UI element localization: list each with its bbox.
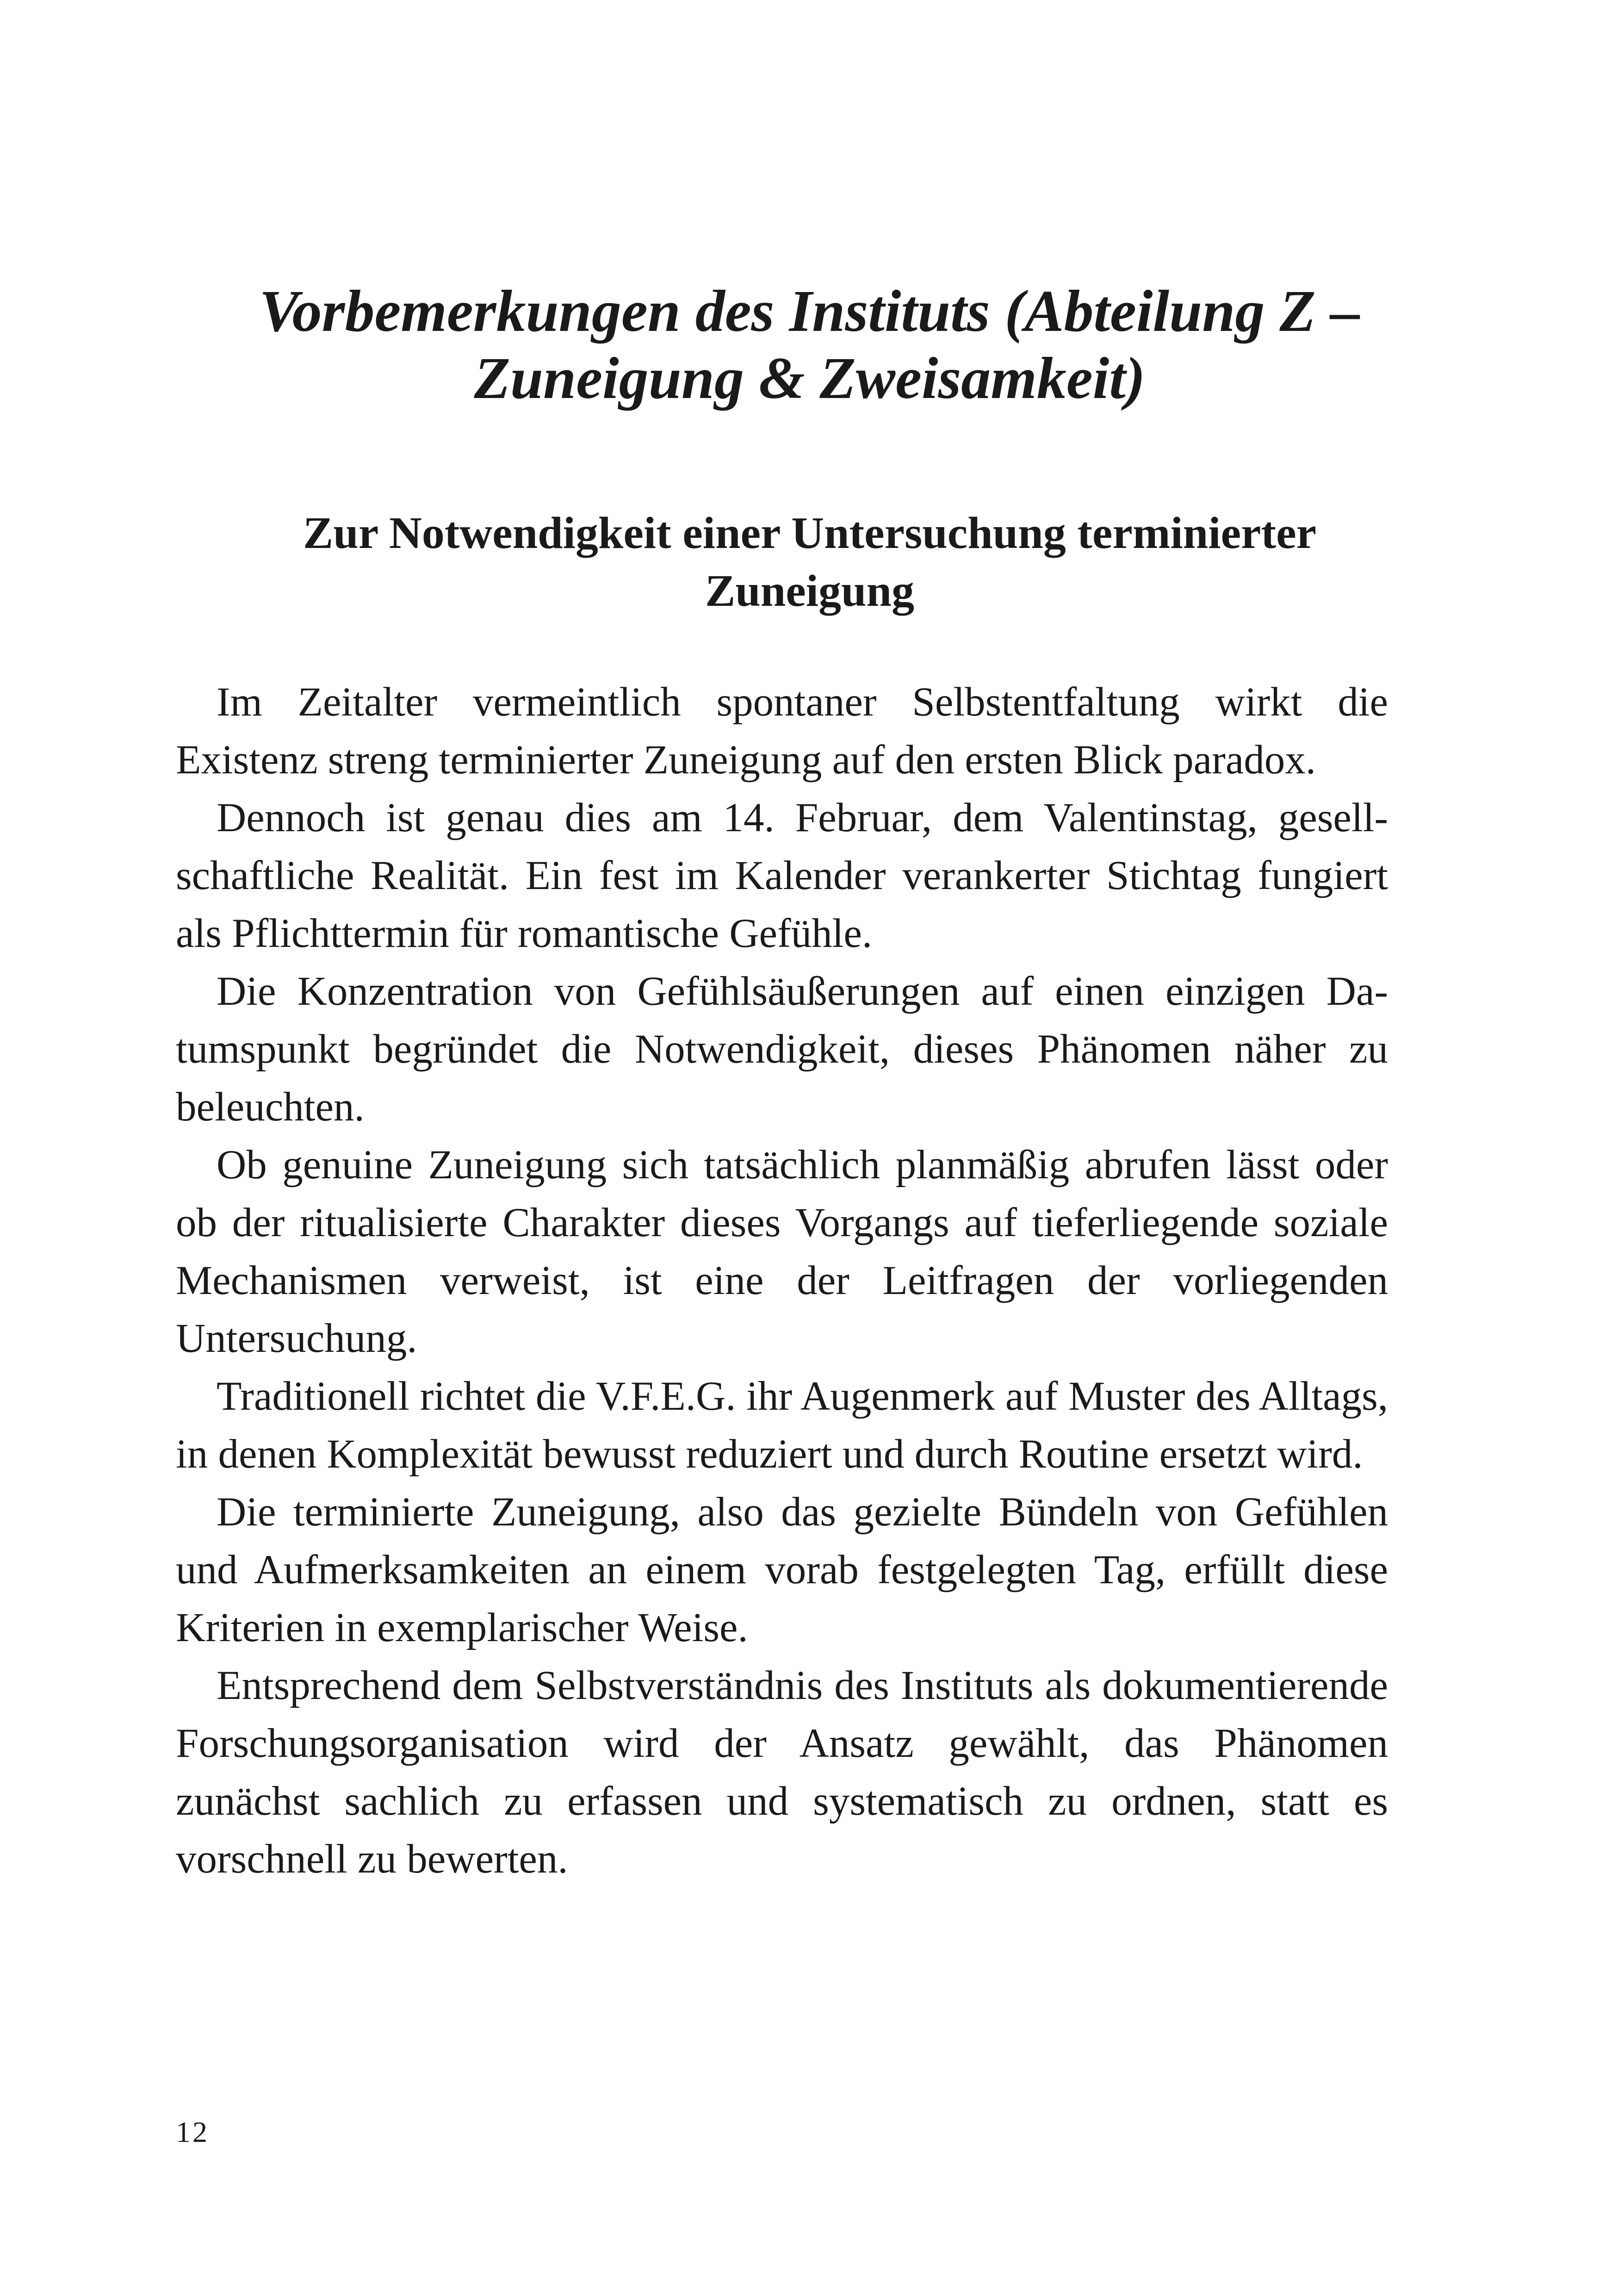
paragraph: Die terminierte Zuneigung, also das gezielte Bündeln von Gefühlen und Aufmerksamkeiten an einem vorab festgelegten Tag, erfüllt diese Kriterien in exemplarischer Weise. — [176, 1489, 1388, 1650]
page-number: 12 — [176, 2116, 209, 2148]
paragraph: Dennoch ist genau dies am 14. Februar, dem Valentinstag, gesellschaftliche Realität. Ein fest im Kalender verankerter Stichtag fungiert als Pflichttermin für romantische Gefühle. — [176, 795, 1388, 956]
section-title-line: Zuneigung — [705, 566, 915, 616]
paragraph: Traditionell richtet die V.F.E.G. ihr Augenmerk auf Muster des Alltags, in denen Komplexität bewusst reduziert und durch Routine ersetzt wird. — [176, 1374, 1388, 1477]
paragraph: Die Konzentration von Gefühlsäußerungen auf einen einzigen Datumspunkt begründet die Notwendigkeit, dieses Phänomen näher zu beleuchten. — [176, 969, 1388, 1130]
chapter-title — [176, 278, 1444, 412]
section-title — [176, 504, 1444, 620]
paragraph: Entsprechend dem Selbstverständnis des Instituts als dokumentierende Forschungsorganisation wird der Ansatz gewählt, das Phänomen zunächst sachlich zu erfassen und systematisch zu ordnen, statt es vorschnell zu bewerten. — [176, 1663, 1388, 1882]
chapter-title-line: Zuneigung & Zweisamkeit) — [474, 345, 1146, 411]
paragraph: Ob genuine Zuneigung sich tatsächlich planmäßig abrufen lässt oder ob der ritualisierte Charakter dieses Vorgangs auf tieferliegende soziale Mechanismen verweist, ist eine der Leitfragen der vorliegenden Untersuchung. — [176, 1142, 1388, 1361]
body-text — [176, 673, 1388, 1888]
chapter-title-line: Vorbemerkungen des Instituts (Abteilung Z – — [259, 278, 1360, 344]
paragraph: Im Zeitalter vermeintlich spontaner Selbstentfaltung wirkt die Existenz streng terminierter Zuneigung auf den ersten Blick paradox. — [176, 679, 1388, 783]
section-title-line: Zur Notwendigkeit einer Untersuchung terminierter — [303, 508, 1317, 558]
